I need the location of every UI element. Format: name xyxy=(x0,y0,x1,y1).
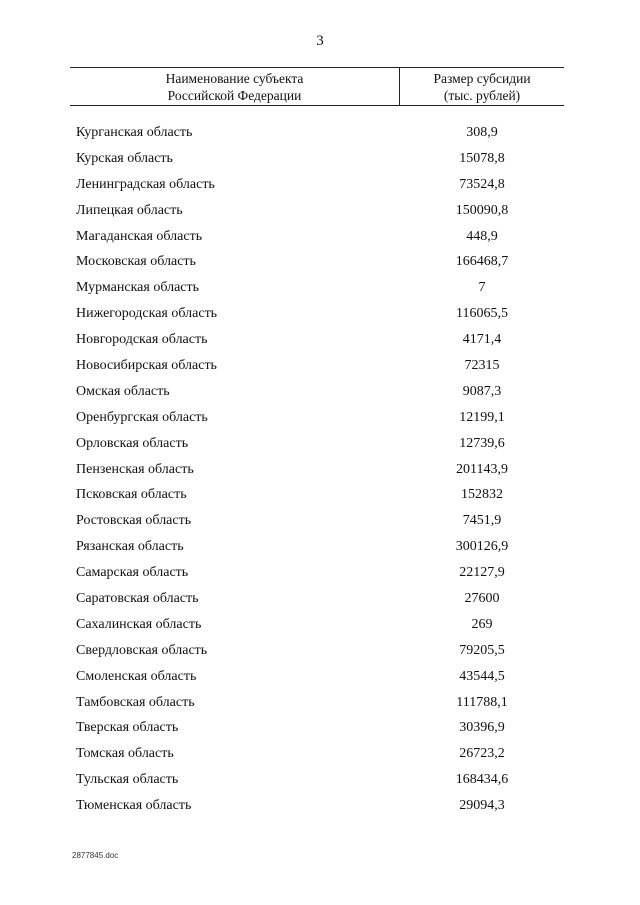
subsidy-amount: 7 xyxy=(478,280,486,296)
table-row xyxy=(0,250,640,276)
subsidy-amount: 168434,6 xyxy=(455,772,509,788)
subsidy-amount: 30396,9 xyxy=(459,720,505,736)
table-row xyxy=(0,665,640,691)
region-name: Пензенская область xyxy=(76,461,194,477)
region-name: Смоленская область xyxy=(76,668,197,684)
subsidy-amount: 72315 xyxy=(464,358,500,374)
subsidy-amount: 111788,1 xyxy=(456,694,508,710)
subject-column-header-line: Наименование субъекта xyxy=(165,71,304,86)
table-row xyxy=(0,716,640,742)
subsidy-amount: 308,9 xyxy=(466,125,498,140)
subsidy-amount: 152832 xyxy=(461,487,503,503)
subsidy-amount: 27600 xyxy=(464,591,500,607)
region-name: Новгородская область xyxy=(76,332,208,348)
subsidy-amount: 12739,6 xyxy=(459,435,505,451)
region-name: Магаданская область xyxy=(76,228,203,244)
subsidy-amount: 43544,5 xyxy=(459,668,505,684)
table-row xyxy=(0,432,640,458)
table-row xyxy=(0,173,640,199)
region-name: Сахалинская область xyxy=(76,616,202,632)
subsidy-amount: 201143,9 xyxy=(456,461,508,477)
region-name: Новосибирская область xyxy=(76,358,217,374)
region-name: Ростовская область xyxy=(76,513,192,529)
subject-column-header-line: Российской Федерации xyxy=(167,88,302,103)
subsidy-column-header xyxy=(400,68,564,105)
region-name: Тамбовская область xyxy=(76,694,195,710)
page-number: 3 xyxy=(316,33,324,49)
table-row xyxy=(0,509,640,535)
subsidy-amount: 26723,2 xyxy=(459,746,505,762)
subsidy-amount: 300126,9 xyxy=(455,539,509,555)
subsidy-amount: 166468,7 xyxy=(455,254,509,270)
table-row xyxy=(0,613,640,639)
subsidy-amount: 22127,9 xyxy=(459,565,505,581)
region-name: Орловская область xyxy=(76,435,189,451)
subsidy-amount: 9087,3 xyxy=(462,383,502,399)
region-name: Тверская область xyxy=(76,720,179,736)
table-row xyxy=(0,199,640,225)
table-row xyxy=(0,691,640,717)
region-name: Свердловская область xyxy=(76,642,208,658)
document-reference: 2877845.doc xyxy=(72,851,119,860)
table-row xyxy=(0,406,640,432)
region-name: Оренбургская область xyxy=(76,409,208,425)
subject-column-header xyxy=(70,68,399,105)
region-name: Нижегородская область xyxy=(76,306,218,322)
table-row xyxy=(0,483,640,509)
subsidy-column-header-line: (тыс. рублей) xyxy=(443,88,521,103)
region-name: Курганская область xyxy=(76,125,193,140)
subsidy-column-header-line: Размер субсидии xyxy=(433,71,531,86)
region-name: Липецкая область xyxy=(76,202,183,218)
subsidy-amount: 150090,8 xyxy=(455,202,509,218)
region-name: Саратовская область xyxy=(76,591,199,607)
region-name: Ленинградская область xyxy=(76,176,215,192)
region-name: Самарская область xyxy=(76,565,189,581)
table-row xyxy=(0,742,640,768)
subsidy-amount: 269 xyxy=(471,616,493,632)
region-name: Томская область xyxy=(76,746,174,762)
table-row xyxy=(0,121,640,147)
region-name: Тульская область xyxy=(76,772,179,788)
table-row xyxy=(0,225,640,251)
table-row xyxy=(0,328,640,354)
table-row xyxy=(0,276,640,302)
table-row xyxy=(0,354,640,380)
region-name: Московская область xyxy=(76,254,196,270)
table-row xyxy=(0,535,640,561)
table-row xyxy=(0,302,640,328)
subsidy-amount: 73524,8 xyxy=(459,176,505,192)
table-row xyxy=(0,794,640,820)
subsidy-table-body xyxy=(0,121,640,820)
region-name: Омская область xyxy=(76,383,170,399)
subsidy-amount: 29094,3 xyxy=(459,798,505,814)
table-row xyxy=(0,587,640,613)
subsidy-amount: 4171,4 xyxy=(462,332,502,348)
table-header xyxy=(70,67,564,106)
subsidy-amount: 7451,9 xyxy=(462,513,502,529)
region-name: Курская область xyxy=(76,150,173,166)
region-name: Тюменская область xyxy=(76,798,192,814)
table-row xyxy=(0,147,640,173)
subsidy-amount: 79205,5 xyxy=(459,642,505,658)
subsidy-amount: 448,9 xyxy=(466,228,498,244)
table-row xyxy=(0,458,640,484)
table-row xyxy=(0,380,640,406)
table-row xyxy=(0,639,640,665)
region-name: Мурманская область xyxy=(76,280,200,296)
table-row xyxy=(0,561,640,587)
subsidy-amount: 12199,1 xyxy=(459,409,505,425)
subsidy-amount: 116065,5 xyxy=(456,306,508,322)
region-name: Псковская область xyxy=(76,487,187,503)
table-row xyxy=(0,768,640,794)
subsidy-amount: 15078,8 xyxy=(459,150,505,166)
region-name: Рязанская область xyxy=(76,539,184,555)
